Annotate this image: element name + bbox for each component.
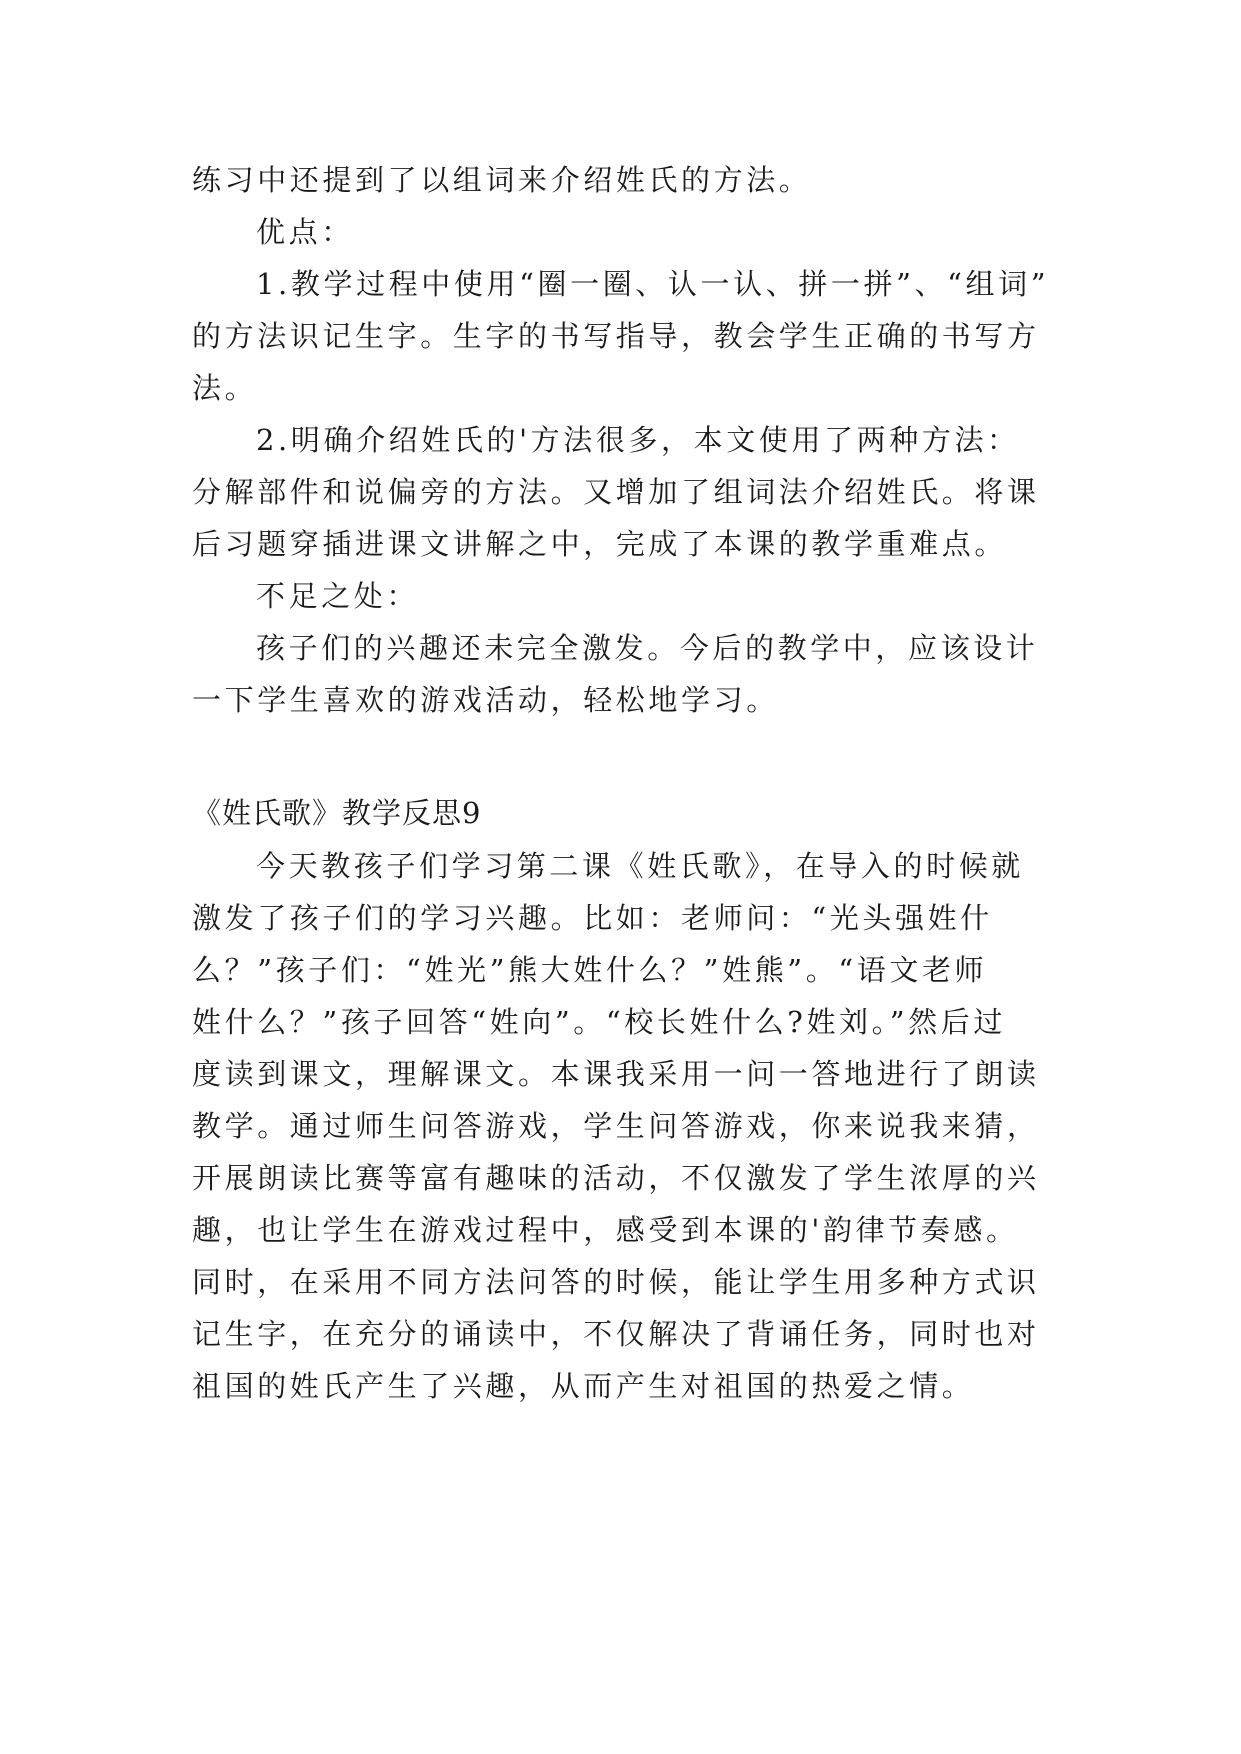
paragraph-line: 趣，也让学生在游戏过程中，感受到本课的'韵律节奏感。 [192,1213,1019,1247]
paragraph-line: 一下学生喜欢的游戏活动，轻松地学习。 [192,683,779,717]
subheading-shortcomings: 不足之处： [256,579,420,613]
paragraph-line: 激发了孩子们的学习兴趣。比如：老师问：“光头强姓什 [192,901,993,935]
paragraph-line: 1.教学过程中使用“圈一圈、认一认、拼一拼”、“组词” [256,267,1050,301]
paragraph-line: 练习中还提到了以组词来介绍姓氏的方法。 [192,163,812,197]
paragraph-line: 后习题穿插进课文讲解之中，完成了本课的教学重难点。 [192,527,1008,561]
paragraph-line: 的方法识记生字。生字的书写指导，教会学生正确的书写方 [192,319,1040,353]
paragraph-line: 开展朗读比赛等富有趣味的活动，不仅激发了学生浓厚的兴 [192,1161,1040,1195]
paragraph-line: 同时，在采用不同方法问答的时候，能让学生用多种方式识 [192,1265,1040,1299]
paragraph-line: 祖国的姓氏产生了兴趣，从而产生对祖国的热爱之情。 [192,1369,975,1403]
paragraph-line: 分解部件和说偏旁的方法。又增加了组词法介绍姓氏。将课 [192,475,1040,509]
subheading-advantages: 优点： [256,215,354,249]
paragraph-line: 教学。通过师生问答游戏，学生问答游戏，你来说我来猜， [192,1109,1040,1143]
paragraph-line: 度读到课文，理解课文。本课我采用一问一答地进行了朗读 [192,1057,1040,1091]
paragraph-line: 么？”孩子们：“姓光”熊大姓什么？”姓熊”。“语文老师 [192,953,988,987]
paragraph-line: 孩子们的兴趣还未完全激发。今后的教学中，应该设计 [256,631,1039,665]
paragraph-line: 2.明确介绍姓氏的'方法很多，本文使用了两种方法： [256,423,1020,457]
paragraph-line: 法。 [192,371,258,405]
section-title: 《姓氏歌》教学反思9 [192,796,482,830]
paragraph-line: 姓什么？”孩子回答“姓向”。“校长姓什么?姓刘。”然后过 [192,1005,1006,1039]
paragraph-line: 记生字，在充分的诵读中，不仅解决了背诵任务，同时也对 [192,1317,1040,1351]
paragraph-line: 今天教孩子们学习第二课《姓氏歌》，在导入的时候就 [256,849,1024,883]
